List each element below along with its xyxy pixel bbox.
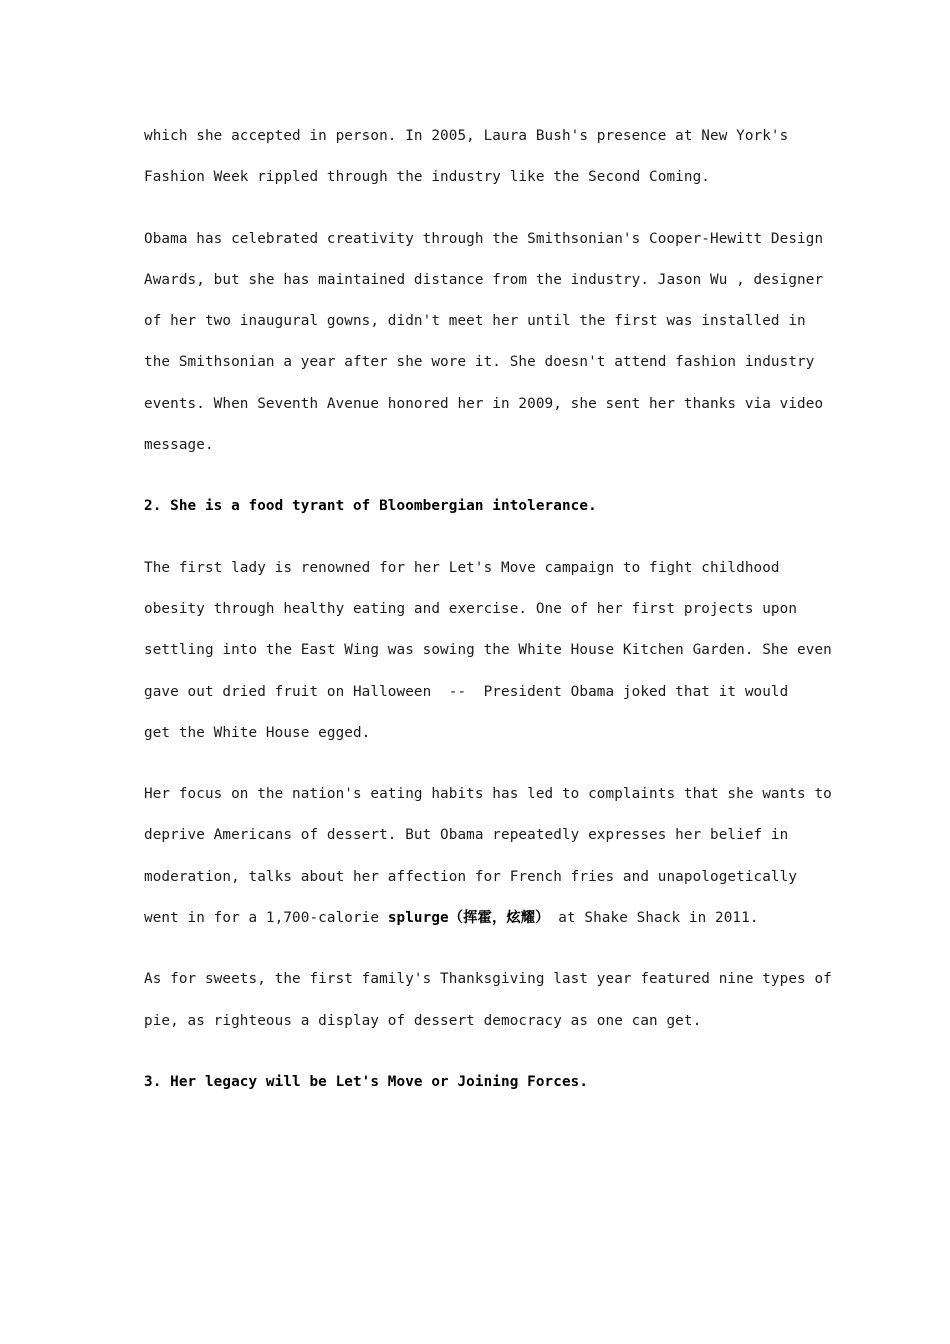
text-fragment: went in for a 1,700-calorie — [144, 910, 388, 927]
paragraph-3 — [144, 548, 832, 754]
text-line: get the White House egged. — [144, 724, 371, 741]
vocab-gloss: splurge（挥霍，炫耀） — [387, 910, 550, 927]
text-line: message. — [144, 437, 214, 454]
paragraph-1 — [144, 116, 814, 199]
text-line: deprive Americans of dessert. But Obama repeatedly expresses her belief in — [144, 827, 789, 844]
text-line: gave out dried fruit on Halloween -- President Obama joked that it would — [144, 683, 789, 700]
text-line-mixed — [144, 898, 814, 939]
text-line: of her two inaugural gowns, didn't meet her until the first was installed in — [144, 313, 806, 330]
paragraph-4 — [144, 774, 832, 939]
text-line: events. When Seventh Avenue honored her in 2009, she sent her thanks via video — [144, 395, 824, 412]
text-line: the Smithsonian a year after she wore it. She doesn't attend fashion industry — [144, 354, 815, 371]
text-line: Her focus on the nation's eating habits has led to complaints that she wants to — [144, 786, 832, 803]
text-line: As for sweets, the first family's Thanksgiving last year featured nine types of — [144, 971, 832, 988]
text-line: obesity through healthy eating and exercise. One of her first projects upon — [144, 600, 798, 617]
text-line: The first lady is renowned for her Let's Move campaign to fight childhood — [144, 559, 780, 576]
text-line: Awards, but she has maintained distance from the industry. Jason Wu , designer — [144, 271, 824, 288]
text-line: Obama has celebrated creativity through the Smithsonian's Cooper-Hewitt Design — [144, 230, 824, 247]
text-line: pie, as righteous a display of dessert democracy as one can get. — [144, 1012, 702, 1029]
document-page — [144, 116, 832, 1123]
section-heading-3: 3. Her legacy will be Let's Move or Joining Forces. — [144, 1073, 589, 1090]
paragraph-5 — [144, 959, 832, 1042]
text-line: which she accepted in person. In 2005, Laura Bush's presence at New York's — [144, 128, 789, 144]
text-fragment: at Shake Shack in 2011. — [549, 910, 759, 927]
text-line: settling into the East Wing was sowing the White House Kitchen Garden. She even — [144, 642, 832, 659]
text-line: Fashion Week rippled through the industry like the Second Coming. — [144, 169, 710, 186]
paragraph-2 — [144, 219, 824, 467]
text-line: moderation, talks about her affection for French fries and unapologetically — [144, 868, 798, 885]
section-heading-2: 2. She is a food tyrant of Bloombergian intolerance. — [144, 498, 597, 515]
